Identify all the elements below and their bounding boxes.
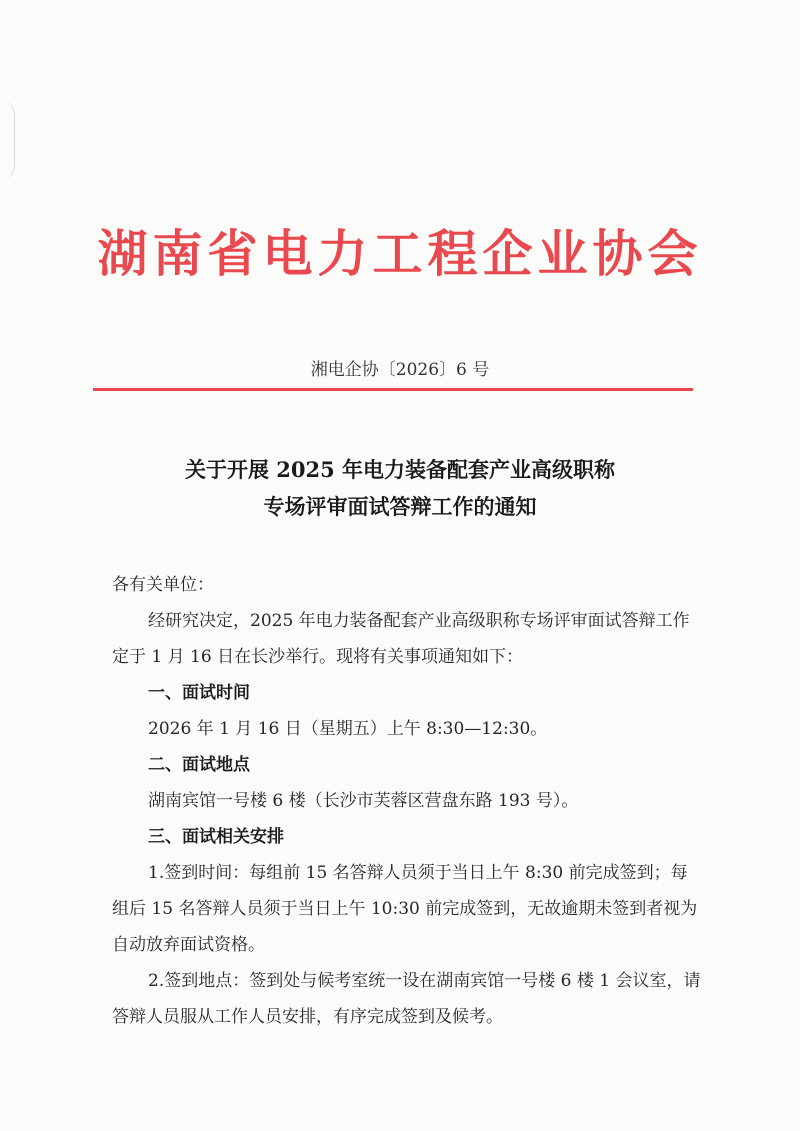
section-3-item-1: 1.签到时间：每组前 15 名答辩人员须于当日上午 8:30 前完成签到；每组后 15 名答辩人员须于当日上午 10:30 前完成签到，无故逾期未签到者视为自动放弃面试资格。 xyxy=(112,863,698,955)
section-3-heading: 三、面试相关安排 xyxy=(148,827,284,847)
notice-title xyxy=(0,451,800,525)
section-2-heading: 二、面试地点 xyxy=(148,755,250,775)
notice-title-line-2: 专场评审面试答辩工作的通知 xyxy=(263,494,537,519)
section-2-text: 湖南宾馆一号楼 6 楼（长沙市芙蓉区营盘东路 193 号）。 xyxy=(148,791,579,811)
section-3-item-2: 2.签到地点：签到处与候考室统一设在湖南宾馆一号楼 6 楼 1 会议室，请答辩人员服从工作人员安排，有序完成签到及候考。 xyxy=(112,971,701,1027)
intro-paragraph: 经研究决定，2025 年电力装备配套产业高级职称专场评审面试答辩工作定于 1 月 16 日在长沙举行。现将有关事项通知如下： xyxy=(112,611,690,667)
notice-body xyxy=(112,567,702,1035)
letterhead-org-name: 湖南省电力工程企业协会 xyxy=(97,224,703,283)
document-number: 湘电企协〔2026〕6 号 xyxy=(310,360,490,380)
notice-title-line-1: 关于开展 2025 年电力装备配套产业高级职称 xyxy=(184,457,616,482)
section-1-heading: 一、面试时间 xyxy=(148,683,250,703)
letterhead-divider xyxy=(93,388,693,391)
section-1-text: 2026 年 1 月 16 日（星期五）上午 8:30—12:30。 xyxy=(148,719,548,739)
salutation: 各有关单位： xyxy=(112,575,214,595)
scan-edge-mark xyxy=(0,100,15,180)
